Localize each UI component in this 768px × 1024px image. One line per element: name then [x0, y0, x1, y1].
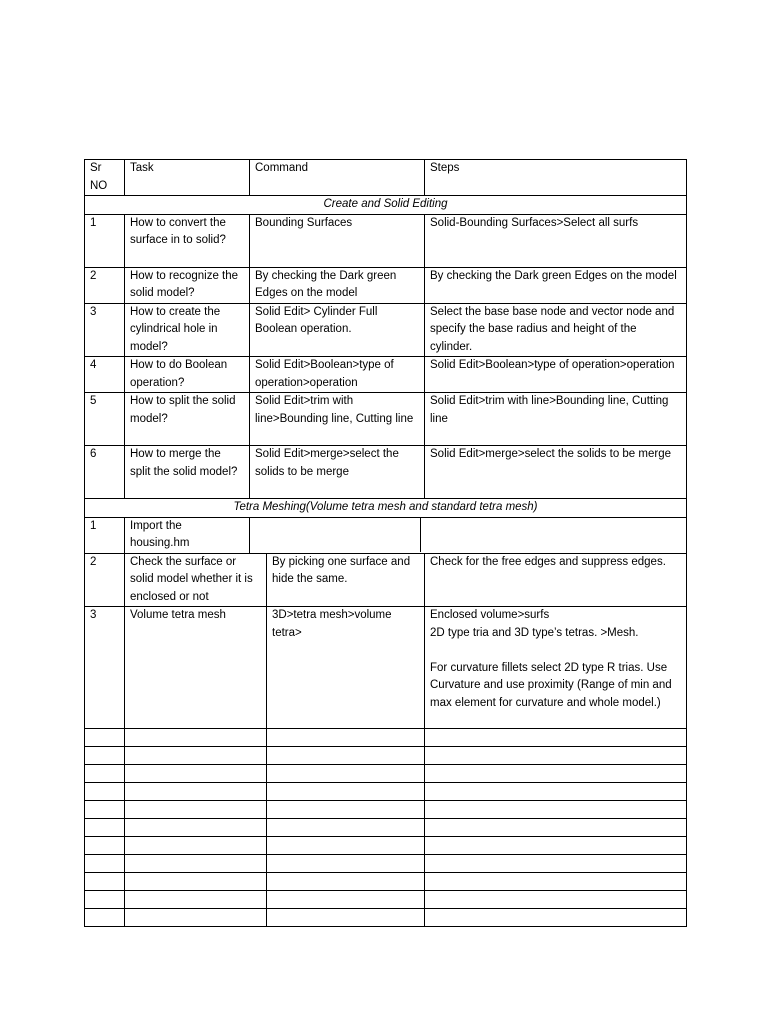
command-cell: Solid Edit>trim with line>Bounding line, Cutting line — [250, 393, 425, 446]
task-cell: How to convert the surface in to solid? — [125, 214, 250, 267]
empty-cell — [425, 801, 687, 819]
section-title-row — [85, 196, 687, 215]
empty-cell — [85, 891, 125, 909]
task-cell: Check the surface or solid model whether it is enclosed or not — [130, 555, 253, 603]
table-row — [85, 267, 687, 303]
empty-cell — [85, 909, 125, 927]
empty-cell — [425, 747, 687, 765]
empty-cell — [125, 909, 425, 927]
task-cell: How to merge the split the solid model? — [125, 446, 250, 499]
steps-table — [84, 159, 687, 927]
steps-cell — [425, 607, 687, 729]
table-row — [85, 446, 687, 499]
table-row — [85, 357, 687, 393]
task-cell: Volume tetra mesh — [130, 609, 226, 621]
empty-cell — [425, 783, 687, 801]
sr-cell: 2 — [85, 267, 125, 303]
command-cell: Solid Edit>merge>select the solids to be merge — [250, 446, 425, 499]
empty-row — [85, 837, 687, 855]
header-row — [85, 160, 687, 196]
command-cell: Solid Edit> Cylinder Full Boolean operation. — [250, 303, 425, 357]
empty-cell — [125, 747, 425, 765]
empty-cell — [85, 747, 125, 765]
sr-cell: 4 — [85, 357, 125, 393]
empty-cell — [85, 837, 125, 855]
empty-row — [85, 909, 687, 927]
empty-cell — [125, 801, 425, 819]
empty-cell — [85, 765, 125, 783]
empty-row — [85, 891, 687, 909]
command-cell: 3D>tetra mesh>volume tetra> — [266, 607, 424, 728]
empty-cell — [85, 783, 125, 801]
steps-cell: Solid Edit>merge>select the solids to be merge — [425, 446, 687, 499]
section-title: Create and Solid Editing — [85, 196, 687, 215]
steps-cell: By checking the Dark green Edges on the model — [425, 267, 687, 303]
sr-cell: 1 — [85, 214, 125, 267]
steps-cell — [420, 518, 686, 552]
sr-cell: 3 — [85, 607, 125, 729]
empty-cell — [125, 729, 425, 747]
header-command: Command — [250, 160, 425, 196]
empty-cell — [125, 837, 425, 855]
steps-line: For curvature fillets select 2D type R trias. Use Curvature and use proximity (Range of min and max element for curvature and whole model.) — [430, 661, 672, 709]
task-command-cell — [125, 553, 425, 607]
sr-cell: 1 — [85, 517, 125, 553]
steps-cell: Solid Edit>trim with line>Bounding line, Cutting line — [425, 393, 687, 446]
empty-cell — [425, 891, 687, 909]
empty-cell — [125, 891, 425, 909]
empty-cell — [425, 909, 687, 927]
empty-row — [85, 729, 687, 747]
empty-cell — [85, 855, 125, 873]
sr-cell: 6 — [85, 446, 125, 499]
empty-cell — [425, 837, 687, 855]
empty-cell — [85, 819, 125, 837]
empty-row — [85, 765, 687, 783]
task-cell: Import the housing.hm — [125, 517, 250, 553]
sr-cell: 2 — [85, 553, 125, 607]
command-cell: Solid Edit>Boolean>type of operation>operation — [250, 357, 425, 393]
steps-cell: Solid-Bounding Surfaces>Select all surfs — [425, 214, 687, 267]
empty-cell — [425, 765, 687, 783]
steps-line: Enclosed volume>surfs — [430, 609, 550, 621]
header-sr: Sr NO — [85, 160, 125, 196]
empty-row — [85, 783, 687, 801]
sr-cell: 3 — [85, 303, 125, 357]
header-steps: Steps — [425, 160, 687, 196]
steps-cell: Select the base base node and vector node and specify the base radius and height of the cylinder. — [425, 303, 687, 357]
task-command-cell — [125, 607, 425, 729]
empty-cell — [125, 765, 425, 783]
table-row — [85, 553, 687, 607]
empty-cell — [125, 855, 425, 873]
empty-row — [85, 801, 687, 819]
steps-line: 2D type tria and 3D type’s tetras. >Mesh. — [430, 626, 639, 639]
empty-cell — [425, 819, 687, 837]
command-cell — [250, 518, 420, 552]
section-title: Tetra Meshing(Volume tetra mesh and standard tetra mesh) — [85, 499, 687, 518]
empty-cell — [425, 873, 687, 891]
table-row — [85, 393, 687, 446]
empty-cell — [85, 729, 125, 747]
task-cell: How to do Boolean operation? — [125, 357, 250, 393]
task-cell: How to create the cylindrical hole in model? — [125, 303, 250, 357]
steps-cell: Solid Edit>Boolean>type of operation>operation — [425, 357, 687, 393]
steps-line — [430, 642, 681, 660]
command-cell: By checking the Dark green Edges on the model — [250, 267, 425, 303]
task-cell: How to recognize the solid model? — [125, 267, 250, 303]
empty-cell — [85, 801, 125, 819]
command-cell: By picking one surface and hide the same. — [266, 554, 424, 607]
empty-cell — [125, 873, 425, 891]
empty-cell — [425, 729, 687, 747]
command-steps-cell — [250, 517, 687, 553]
command-cell: Bounding Surfaces — [250, 214, 425, 267]
task-cell: How to split the solid model? — [125, 393, 250, 446]
sr-cell: 5 — [85, 393, 125, 446]
table-row — [85, 303, 687, 357]
table-row — [85, 214, 687, 267]
empty-row — [85, 855, 687, 873]
steps-cell: Check for the free edges and suppress edges. — [425, 553, 687, 607]
empty-row — [85, 747, 687, 765]
empty-cell — [125, 819, 425, 837]
table-row — [85, 517, 687, 553]
section-title-row — [85, 499, 687, 518]
empty-cell — [125, 783, 425, 801]
table-row — [85, 607, 687, 729]
header-task: Task — [125, 160, 250, 196]
empty-row — [85, 819, 687, 837]
empty-cell — [425, 855, 687, 873]
empty-cell — [85, 873, 125, 891]
empty-row — [85, 873, 687, 891]
